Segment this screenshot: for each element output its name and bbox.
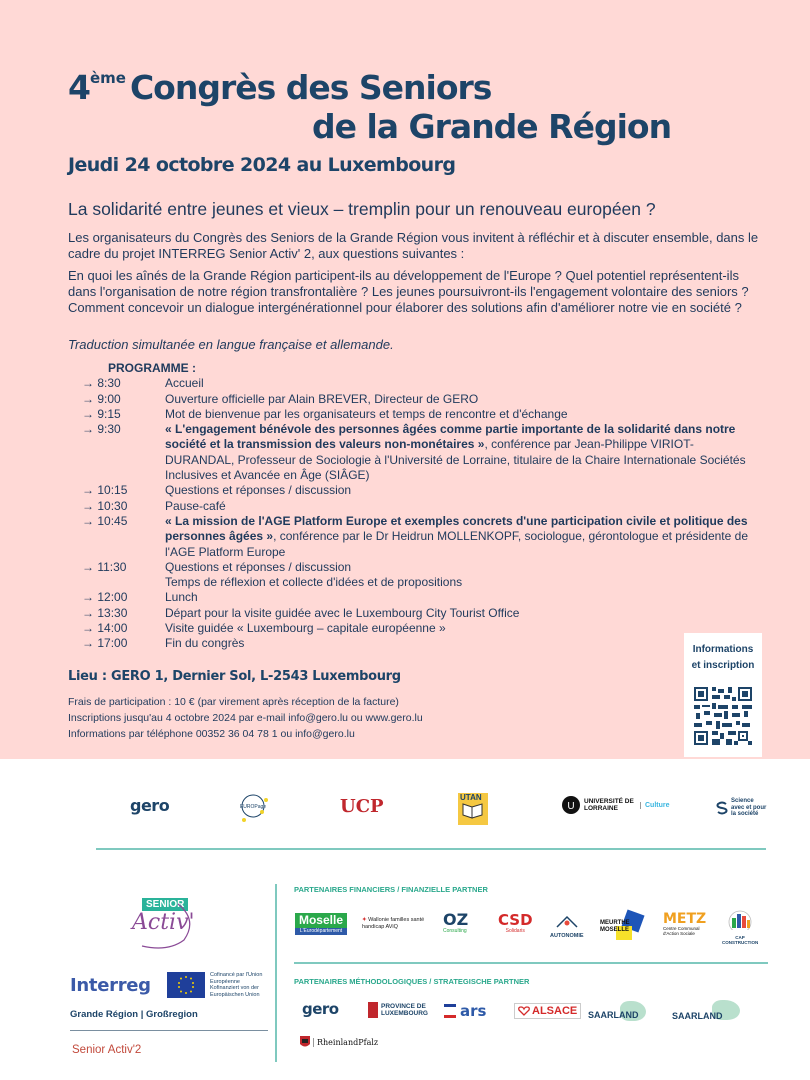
programme-description: « L'engagement bénévole des personnes âgées comme partie importante de la solidarité dans notre société et la transmission des valeurs non-monétaires », conférence par Jean-Philippe VIRIOT-DURANDAL, Professeur de Sociologie à l'Université de Lorraine, titulaire de la Chaire Internationale Sociétés Inclusives et Avancée en Âge (SIÂGE) [165,422,746,483]
programme-item [82,575,762,590]
qr-box [684,633,762,757]
logo-meurthe-moselle: MEURTHE MOSELLE [600,912,642,940]
logo-autonomie: AUTONOMIE [550,914,584,939]
arrow-right-icon: → [82,498,94,513]
interreg-wordmark: Interreg [70,975,151,996]
logo-wallonie-aviq: ✦ Wallonie familles santé handicap AViQ [362,917,425,930]
programme-item [82,514,762,560]
programme-description: Questions et réponses / discussion [165,559,352,574]
programme-item [82,560,762,575]
eu-cofinance-text: Cofinancé par l'Union Européenne Kofinanziert von der Europäischen Union [210,972,263,998]
logo-saarland-1: SAARLAND [588,1001,658,1023]
programme-time: → 10:45 [82,513,128,528]
arrow-right-icon: → [82,391,94,406]
programme-description: Fin du congrès [165,636,245,651]
region-label: Grande Région | Großregion [70,1009,198,1020]
logo-oz-consulting: OZ Consulting [443,910,469,934]
ul-icon [562,796,580,814]
translation-note: Traduction simultanée en langue française et allemande. [68,337,394,352]
phone-text: Informations par téléphone 00352 36 04 78 1 ou info@gero.lu [68,728,355,740]
logo-alsace: ALSACE [514,1003,581,1019]
logo-moselle: Moselle L'Eurodépartement [295,913,347,935]
buildings-icon [725,910,755,930]
programme-heading: PROGRAMME : [108,361,196,375]
programme-time: → 9:00 [82,391,121,406]
programme-time: → 9:15 [82,406,121,421]
eu-flag-icon [167,972,205,998]
programme-item [82,392,762,407]
programme-item [82,499,762,514]
logo-rheinland-pfalz: RheinlandPfalz [300,1036,378,1049]
arrow-right-icon: → [82,513,94,528]
registration-text: Inscriptions jusqu'au 4 octobre 2024 par e-mail info@gero.lu ou www.gero.lu [68,712,423,724]
divider-vertical [275,884,277,1062]
programme-description: Lunch [165,590,198,605]
logo-europage [236,790,272,826]
logo-ucp: UCP [340,796,384,817]
programme-time: → 13:30 [82,605,128,620]
logo-csd: CSD Solidaris [498,911,533,934]
house-icon [555,914,579,928]
project-label: Senior Activ'2 [72,1044,142,1056]
programme-time: → 12:00 [82,590,128,605]
arrow-right-icon: → [82,376,94,391]
programme-description: Pause-café [165,498,226,513]
title-line-2: de la Grande Région [312,107,672,146]
swoosh-icon [128,900,200,952]
coat-of-arms-icon [300,1036,310,1049]
programme-time: → 9:30 [82,422,121,437]
programme-description: Ouverture officielle par Alain BREVER, Directeur de GERO [165,391,479,406]
programme-description: Mot de bienvenue par les organisateurs et temps de rencontre et d'échange [165,406,568,421]
programme-list [82,376,762,651]
arrow-right-icon: → [82,636,94,651]
book-icon [460,802,486,820]
programme-description: Accueil [165,376,204,391]
fee-text: Frais de participation : 10 € (par virement après réception de la facture) [68,696,399,708]
divider-partners [294,962,768,964]
logo-science-societe: Science avec et pour la société [716,798,767,818]
science-s-icon [716,801,728,815]
programme-item [82,606,762,621]
programme-time: → 10:30 [82,498,128,513]
practical-info [68,694,423,742]
intro-paragraph: Les organisateurs du Congrès des Seniors de la Grande Région vous invitent à réfléchir et à discuter ensemble, dans le cadre du projet INTERREG Senior Activ' 2, aux questions suivantes : [68,230,759,261]
programme-time: → 10:15 [82,483,128,498]
venue: Lieu : GERO 1, Dernier Sol, L-2543 Luxembourg [68,669,401,684]
programme-time [82,575,165,590]
logo-gero-partner: gero [302,1000,339,1018]
programme-item [82,407,762,422]
event-date: Jeudi 24 octobre 2024 au Luxembourg [68,154,456,176]
event-subtitle: La solidarité entre jeunes et vieux – tremplin pour un renouveau européen ? [68,199,656,219]
divider-senior [70,1030,268,1031]
programme-item [82,483,762,498]
svg-text:U: U [567,801,575,812]
arrow-right-icon: → [82,422,94,437]
arrow-right-icon: → [82,559,94,574]
programme-description: Visite guidée « Luxembourg – capitale européenne » [165,621,446,636]
programme-item [82,590,762,605]
arrow-right-icon: → [82,621,94,636]
organizer-logos [0,790,810,830]
questions-paragraph: En quoi les aînés de la Grande Région participent-ils au développement de l'Europe ? Quel potentiel représentent-ils dans l'organisation de notre région transfrontalière ? Les jeunes poursuivront-ils l'engagement volontaire des seniors ? Comment concevoir un dialogue intergénérationnel pour élaborer des solutions afin d'améliorer notre vie en société ? [68,268,749,315]
heart-icon [518,1006,530,1016]
logo-cap-construction: CAP CONSTRUCTION [722,910,758,945]
programme-time: → 17:00 [82,636,128,651]
programme-time: → 8:30 [82,376,121,391]
programme-time: → 14:00 [82,621,128,636]
programme-description: Questions et réponses / discussion [165,483,352,498]
programme-description: « La mission de l'AGE Platform Europe et exemples concrets d'une participation civile et politique des personnes âgées », conférence par le Dr Heidrun MOLLENKOPF, sociologue, gérontologue et présidente de l'AGE Platform Europe [165,513,748,559]
programme-time: → 11:30 [82,559,127,574]
logo-ars: ars [444,1002,486,1020]
logo-ville-metz: METZ Centre Communal d'Action Sociale [663,911,707,936]
lion-icon [368,1002,378,1018]
title-line-1: 4ème Congrès des Seniors [68,68,492,107]
programme-description: Départ pour la visite guidée avec le Luxembourg City Tourist Office [165,605,520,620]
arrow-right-icon: → [82,590,94,605]
logo-senior-activ: SENIOR Activ' [128,898,198,950]
programme [82,361,762,652]
qr-code-icon[interactable] [694,686,752,746]
europage-stars-icon [236,790,272,826]
programme-item [82,636,762,651]
arrow-right-icon: → [82,605,94,620]
financial-partners-label: PARTENAIRES FINANCIERS / FINANZIELLE PARTNER [294,885,488,894]
arrow-right-icon: → [82,483,94,498]
svg-text:EUROPage: EUROPage [239,804,267,810]
arrow-right-icon: → [82,406,94,421]
programme-item [82,422,762,483]
programme-description: Temps de réflexion et collecte d'idées et de propositions [165,575,463,590]
logo-saarland-2: SAARLAND [672,998,746,1024]
divider-top [96,848,766,850]
logo-gero: gero [130,796,170,815]
programme-item [82,376,762,391]
qr-title: Informations et inscription [691,644,755,671]
method-partners-label: PARTENAIRES MÉTHODOLOGIQUES / STRATEGISCHE PARTNER [294,977,530,986]
programme-item [82,621,762,636]
logo-utan: UTAN [458,793,488,825]
logo-universite-lorraine: U UNIVERSITÉ DE LORRAINE Culture [562,796,670,814]
logo-province-luxembourg: PROVINCE DE LUXEMBOURG [368,1002,433,1018]
